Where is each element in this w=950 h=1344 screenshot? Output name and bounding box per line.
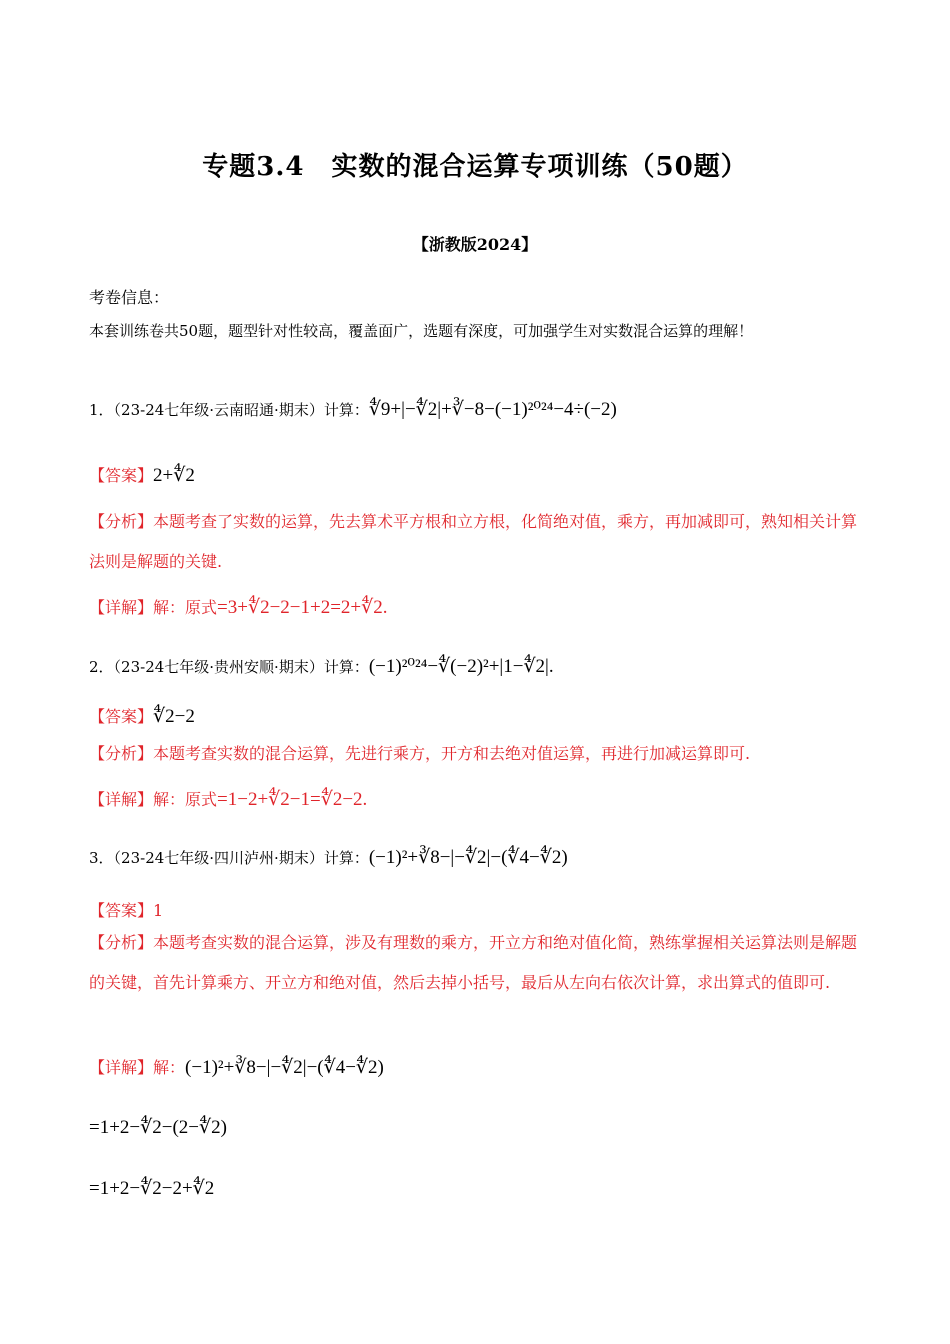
detail-3-step-2: =1+2−∜2−2+∜2 xyxy=(89,1178,215,1199)
analysis-3-label: 【分析】 xyxy=(89,933,154,952)
answer-1 xyxy=(89,463,195,487)
question-2 xyxy=(89,655,554,678)
detail-2-label: 【详解】 xyxy=(89,790,154,809)
question-1-expression: ∜9+|−∜2|+∛−8−(−1)²⁰²⁴−4÷(−2) xyxy=(368,399,617,420)
detail-2-lead: 解：原式 xyxy=(153,790,218,809)
detail-3 xyxy=(89,1055,384,1079)
answer-1-value: 2+∜2 xyxy=(153,465,195,486)
question-3 xyxy=(89,846,568,869)
question-3-expression: (−1)²+∛8−|−∜2|−(∜4−∜2) xyxy=(368,847,568,868)
answer-3-label: 【答案】 xyxy=(89,901,154,920)
question-2-expression: (−1)²⁰²⁴−∜(−2)²+|1−∜2|. xyxy=(368,656,554,677)
info-text: 本套训练卷共50题，题型针对性较高，覆盖面广，选题有深度，可加强学生对实数混合运算的理解！ xyxy=(89,322,754,340)
detail-1-expression: =3+∜2−2−1+2=2+∜2. xyxy=(217,597,388,618)
analysis-2-text: 本题考查实数的混合运算，先进行乘方，开方和去绝对值运算，再进行加减运算即可. xyxy=(153,744,751,763)
analysis-1 xyxy=(89,502,864,582)
question-1 xyxy=(89,398,617,421)
detail-2-expression: =1−2+∜2−1=∜2−2. xyxy=(217,789,368,810)
detail-1-label: 【详解】 xyxy=(89,598,154,617)
detail-3-expression: (−1)²+∛8−|−∜2|−(∜4−∜2) xyxy=(185,1057,384,1078)
answer-3-value: 1 xyxy=(153,901,164,920)
analysis-2-label: 【分析】 xyxy=(89,744,154,763)
detail-3-label: 【详解】 xyxy=(89,1058,154,1077)
answer-2-label: 【答案】 xyxy=(89,707,154,726)
answer-2-value: ∜2−2 xyxy=(153,706,195,727)
info-label: 考卷信息： xyxy=(89,288,170,307)
question-1-prefix: 1．（23-24七年级·云南昭通·期末）计算： xyxy=(89,401,369,419)
analysis-1-label: 【分析】 xyxy=(89,512,154,531)
detail-1 xyxy=(89,595,388,619)
analysis-2 xyxy=(89,741,750,764)
page-title: 专题3.4 实数的混合运算专项训练（50题） xyxy=(202,152,748,182)
answer-1-label: 【答案】 xyxy=(89,466,154,485)
detail-1-lead: 解：原式 xyxy=(153,598,218,617)
edition-label: 【浙教版2024】 xyxy=(412,235,538,254)
answer-2 xyxy=(89,704,195,728)
analysis-3 xyxy=(89,923,864,1003)
question-2-prefix: 2．（23-24七年级·贵州安顺·期末）计算： xyxy=(89,658,369,676)
detail-3-step-1: =1+2−∜2−(2−∜2) xyxy=(89,1117,227,1138)
analysis-3-text: 本题考查实数的混合运算，涉及有理数的乘方，开立方和绝对值化简，熟练掌握相关运算法则是解题的关键，首先计算乘方、开立方和绝对值，然后去掉小括号，最后从左向右依次计算，求出算式的值即可. xyxy=(89,933,858,992)
question-3-prefix: 3．（23-24七年级·四川泸州·期末）计算： xyxy=(89,849,369,867)
analysis-1-text: 本题考查了实数的运算，先去算术平方根和立方根，化简绝对值，乘方，再加减即可，熟知相关计算法则是解题的关键. xyxy=(89,512,858,571)
detail-2 xyxy=(89,787,367,811)
answer-3 xyxy=(89,898,163,921)
detail-3-lead: 解： xyxy=(153,1058,186,1077)
